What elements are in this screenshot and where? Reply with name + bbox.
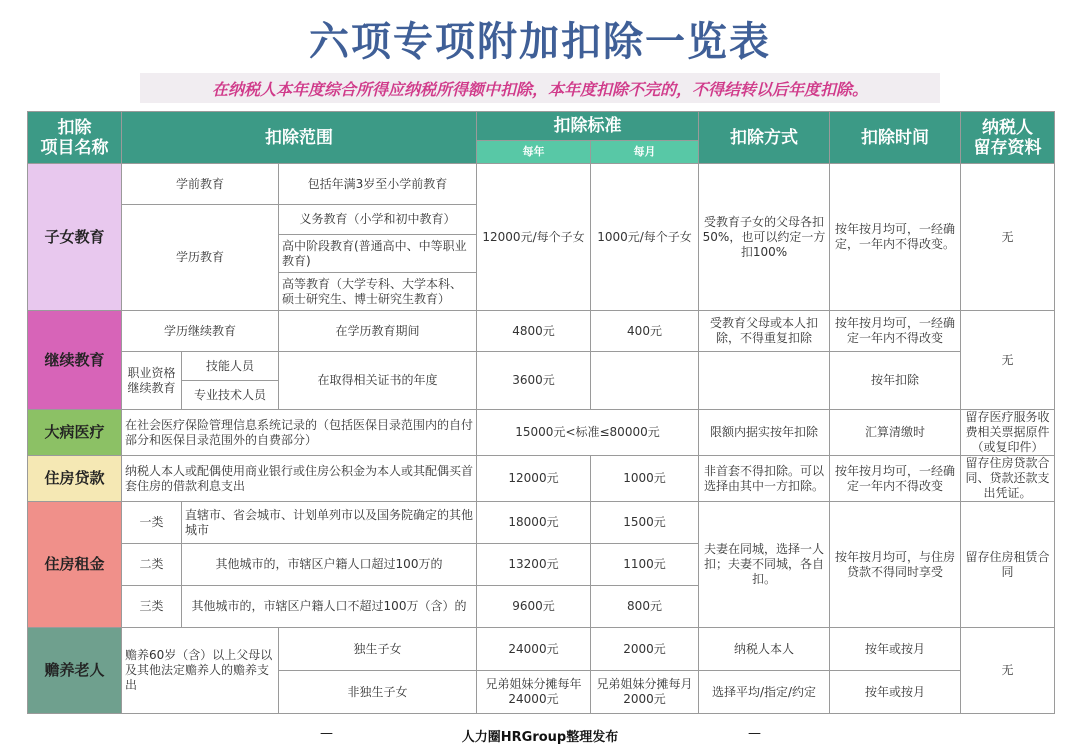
- header-docs: [961, 112, 1055, 164]
- table-row: [28, 410, 1055, 456]
- footer-credit: 人力圈HRGroup整理发布: [461, 730, 619, 745]
- cell-only-child-time: 按年或按月: [830, 628, 961, 671]
- cell-academic-education: 学历教育: [122, 205, 279, 311]
- cell-medical-scope: 在社会医疗保险管理信息系统记录的（包括医保目录范围内的自付部分和医保目录范围外的自费部分）: [122, 410, 477, 456]
- footer-dash-right: —: [748, 726, 761, 741]
- header-standard: 扣除标准: [477, 112, 699, 141]
- cell-qualification-method: [699, 352, 830, 410]
- cell-qualification-desc: 在取得相关证书的年度: [279, 352, 477, 410]
- category-housing-rent: 住房租金: [28, 502, 122, 628]
- table-row: [28, 164, 1055, 205]
- category-housing-loan: 住房贷款: [28, 456, 122, 502]
- cell-mortgage-scope: 纳税人本人或配偶使用商业银行或住房公积金为本人或其配偶买首套住房的借款利息支出: [122, 456, 477, 502]
- subtitle-banner: [140, 73, 940, 103]
- cell-only-child-method: 纳税人本人: [699, 628, 830, 671]
- table-row: [28, 502, 1055, 544]
- cell-medical-docs: 留存医疗服务收费相关票据原件（或复印件）: [961, 410, 1055, 456]
- cell-qualification-time: 按年扣除: [830, 352, 961, 410]
- header-method: 扣除方式: [699, 112, 830, 164]
- cell-rent-tier2-month: 1100元: [591, 544, 699, 586]
- header-docs-line2: 留存资料: [973, 137, 1042, 158]
- cell-continuing-docs: 无: [961, 311, 1055, 410]
- cell-academic-continuing: 学历继续教育: [122, 311, 279, 352]
- category-elderly-support: 赡养老人: [28, 628, 122, 714]
- cell-elderly-docs: 无: [961, 628, 1055, 714]
- cell-children-year: 12000元/每个子女: [477, 164, 591, 311]
- cell-mortgage-year: 12000元: [477, 456, 591, 502]
- header-item-name: [28, 112, 122, 164]
- cell-medical-time: 汇算清缴时: [830, 410, 961, 456]
- cell-tech-personnel: 专业技术人员: [182, 381, 279, 410]
- deduction-table: [27, 111, 1055, 714]
- category-serious-illness: 大病医疗: [28, 410, 122, 456]
- header-item-line1: 扣除: [57, 117, 92, 138]
- header-item-line2: 项目名称: [40, 137, 109, 158]
- cell-children-method: 受教育子女的父母各扣50%，也可以约定一方扣100%: [699, 164, 830, 311]
- cell-mortgage-method: 非首套不得扣除。可以选择由其中一方扣除。: [699, 456, 830, 502]
- cell-rent-tier2-year: 13200元: [477, 544, 591, 586]
- cell-academic-continuing-method: 受教育父母或本人扣除，不得重复扣除: [699, 311, 830, 352]
- header-docs-line1: 纳税人: [982, 117, 1033, 138]
- cell-preschool: 学前教育: [122, 164, 279, 205]
- cell-rent-tier3-month: 800元: [591, 586, 699, 628]
- cell-rent-tier2-desc: 其他城市的，市辖区户籍人口超过100万的: [182, 544, 477, 586]
- cell-rent-tier2: 二类: [122, 544, 182, 586]
- cell-only-child: 独生子女: [279, 628, 477, 671]
- cell-only-child-month: 2000元: [591, 628, 699, 671]
- subtitle: 在纳税人本年度综合所得应纳税所得额中扣除，本年度扣除不完的，不得结转以后年度扣除。: [211, 79, 868, 99]
- footer-dash-left: —: [320, 726, 333, 741]
- cell-academic-continuing-time: 按年按月均可，一经确定一年内不得改变: [830, 311, 961, 352]
- cell-non-only-child-year: 兄弟姐妹分摊每年24000元: [477, 671, 591, 714]
- cell-medical-method: 限额内据实按年扣除: [699, 410, 830, 456]
- cell-rent-tier3-desc: 其他城市的，市辖区户籍人口不超过100万（含）的: [182, 586, 477, 628]
- cell-mortgage-time: 按年按月均可，一经确定一年内不得改变: [830, 456, 961, 502]
- cell-non-only-child-month: 兄弟姐妹分摊每月2000元: [591, 671, 699, 714]
- table-row: [28, 311, 1055, 352]
- page-title: 六项专项附加扣除一览表: [309, 19, 771, 65]
- cell-non-only-child-method: 选择平均/指定/约定: [699, 671, 830, 714]
- table-row: [28, 456, 1055, 502]
- cell-non-only-child-time: 按年或按月: [830, 671, 961, 714]
- cell-academic-continuing-month: 400元: [591, 311, 699, 352]
- cell-mortgage-docs: 留存住房贷款合同、贷款还款支出凭证。: [961, 456, 1055, 502]
- footer: [0, 724, 1080, 746]
- cell-rent-tier1: 一类: [122, 502, 182, 544]
- cell-rent-method: 夫妻在同城，选择一人扣；夫妻不同城，各自扣。: [699, 502, 830, 628]
- cell-higher-education: 高等教育（大学专科、大学本科、硕士研究生、博士研究生教育）: [279, 273, 477, 311]
- cell-academic-continuing-desc: 在学历教育期间: [279, 311, 477, 352]
- cell-rent-tier3: 三类: [122, 586, 182, 628]
- cell-mortgage-month: 1000元: [591, 456, 699, 502]
- cell-elderly-scope: 赡养60岁（含）以上父母以及其他法定赡养人的赡养支出: [122, 628, 279, 714]
- cell-skill-personnel: 技能人员: [182, 352, 279, 381]
- table-row: [28, 352, 1055, 381]
- cell-medical-standard: 15000元<标准≤80000元: [477, 410, 699, 456]
- cell-children-docs: 无: [961, 164, 1055, 311]
- cell-children-time: 按年按月均可，一经确定，一年内不得改变。: [830, 164, 961, 311]
- header-row: [28, 112, 1055, 141]
- header-scope: 扣除范围: [122, 112, 477, 164]
- cell-non-only-child: 非独生子女: [279, 671, 477, 714]
- cell-qualification-continuing: 职业资格继续教育: [122, 352, 182, 410]
- cell-qualification-year: 3600元: [477, 352, 591, 410]
- cell-rent-tier3-year: 9600元: [477, 586, 591, 628]
- cell-children-month: 1000元/每个子女: [591, 164, 699, 311]
- cell-rent-docs: 留存住房租赁合同: [961, 502, 1055, 628]
- cell-qualification-month: [591, 352, 699, 410]
- header-per-month: 每月: [591, 141, 699, 164]
- cell-highschool: 高中阶段教育(普通高中、中等职业教育): [279, 235, 477, 273]
- cell-academic-continuing-year: 4800元: [477, 311, 591, 352]
- cell-preschool-desc: 包括年满3岁至小学前教育: [279, 164, 477, 205]
- cell-compulsory: 义务教育（小学和初中教育）: [279, 205, 477, 235]
- cell-rent-tier1-year: 18000元: [477, 502, 591, 544]
- cell-rent-time: 按年按月均可，与住房贷款不得同时享受: [830, 502, 961, 628]
- category-continuing-education: 继续教育: [28, 311, 122, 410]
- cell-rent-tier1-desc: 直辖市、省会城市、计划单列市以及国务院确定的其他城市: [182, 502, 477, 544]
- header-time: 扣除时间: [830, 112, 961, 164]
- category-children-education: 子女教育: [28, 164, 122, 311]
- cell-rent-tier1-month: 1500元: [591, 502, 699, 544]
- table-row: [28, 628, 1055, 671]
- cell-only-child-year: 24000元: [477, 628, 591, 671]
- header-per-year: 每年: [477, 141, 591, 164]
